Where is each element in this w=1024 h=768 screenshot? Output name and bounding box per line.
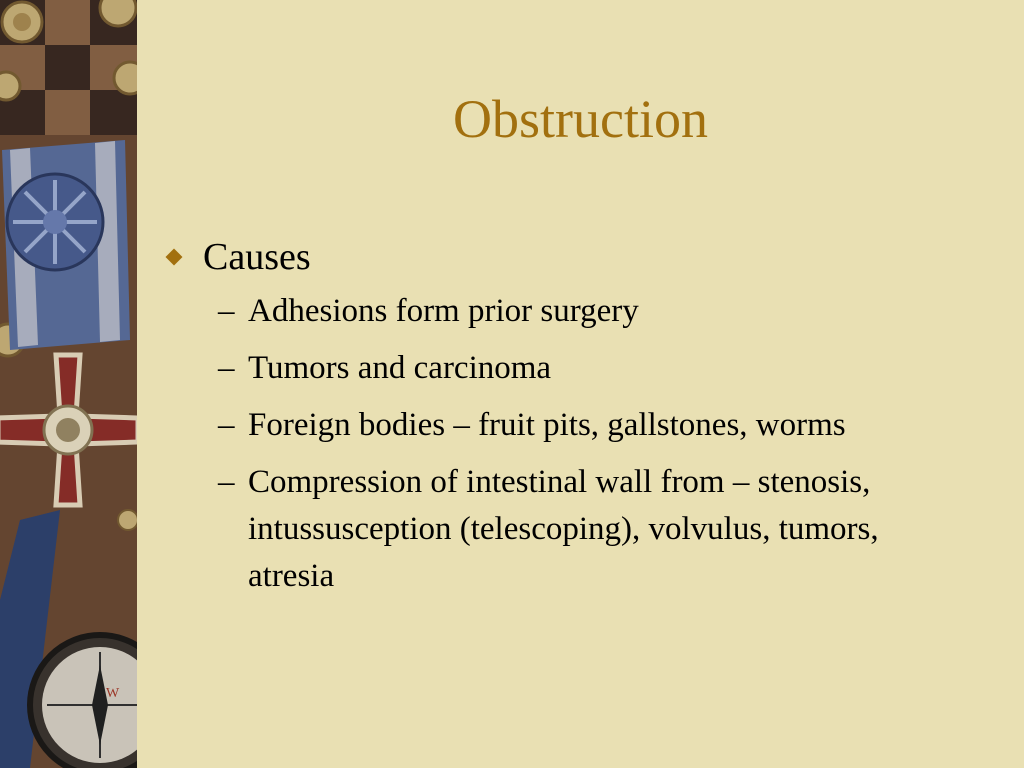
dash-bullet: –: [218, 293, 235, 329]
medal-compass-illustration: [0, 0, 137, 768]
sub-bullet-text: Adhesions form prior surgery: [248, 293, 639, 329]
bullet-causes: [166, 234, 1006, 280]
diamond-bullet-icon: [166, 249, 183, 266]
slide-title: Obstruction: [453, 89, 708, 149]
svg-text:W: W: [106, 686, 120, 701]
dash-bullet: –: [218, 464, 235, 500]
sub-bullet-item: [166, 345, 1006, 392]
sub-bullet-text: Foreign bodies – fruit pits, gallstones, worms: [248, 407, 846, 443]
sub-bullet-item: [166, 288, 1006, 335]
sub-bullet-item: [166, 459, 888, 600]
sub-bullet-item: [166, 402, 1006, 449]
bullet-list: [166, 234, 1006, 610]
decorative-side-image: [0, 0, 137, 768]
bullet-label: Causes: [203, 236, 311, 278]
dash-bullet: –: [218, 407, 235, 443]
dash-bullet: –: [218, 350, 235, 386]
sub-bullet-text: Tumors and carcinoma: [248, 350, 552, 386]
sub-bullet-text: Compression of intestinal wall from – stenosis, intussusception (telescoping), volvulus, tumors, atresia: [248, 464, 879, 594]
